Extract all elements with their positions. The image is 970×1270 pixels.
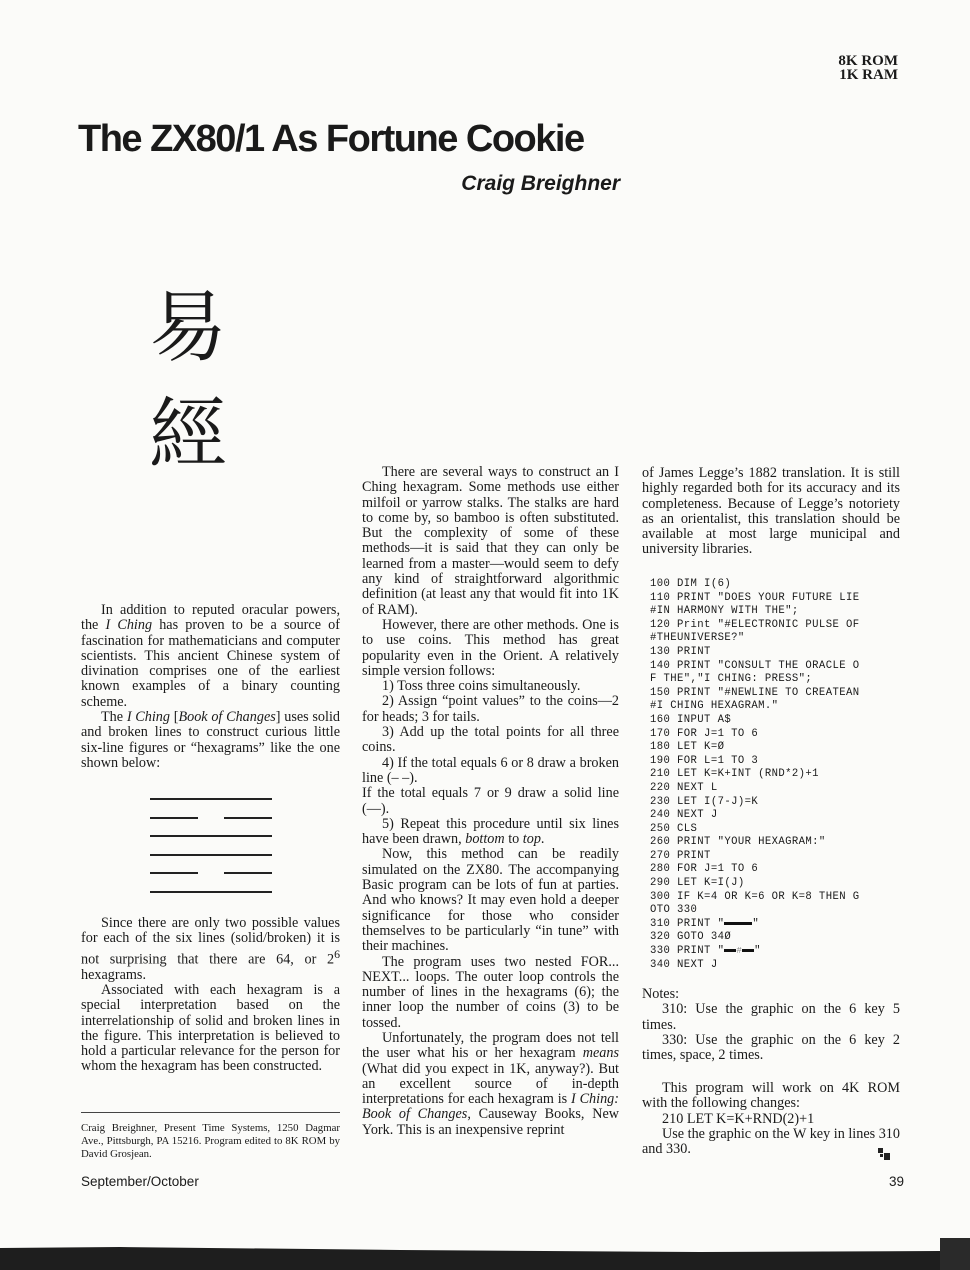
col2-paragraph-8: Now, this method can be readily simulated on the ZX80. The accompanying Basic program can be lots of fun at parties. And who knows? It may even hold a deeper significance for those who consider themselves to be particularly “in tune” with their machines. bbox=[362, 846, 619, 955]
footnote-divider bbox=[81, 1112, 340, 1113]
code-line: 150 PRINT "#NEWLINE TO CREATEAN bbox=[650, 686, 860, 699]
rom-compatibility-note bbox=[642, 1081, 900, 1157]
hexagram-broken-line bbox=[150, 817, 272, 819]
code-line: 320 GOTO 34Ø bbox=[650, 931, 732, 944]
col2-paragraph-10: Unfortunately, the program does not tell the user what his or her hexagram means (What did you expect in 1K, anyway?). But an excellent source of in-depth interpretations for each hexagram is I Ching: Book of Changes, Causeway Books, New York. This is an inexpensive reprint bbox=[362, 1029, 619, 1138]
page-number: 39 bbox=[888, 1174, 904, 1189]
col1-paragraph-a-1: The I Ching [Book of Changes] uses solid and broken lines to construct curious little six-line figures or “hexagrams” like the one shown below: bbox=[81, 709, 340, 771]
col1-paragraph-b-1: Associated with each hexagram is a special interpretation based on the interrelationship of solid and broken lines in the figure. This interpretation is believed to hold a particular relevance for the person for whom the hexagram has been constructed. bbox=[81, 981, 340, 1075]
program-notes bbox=[642, 987, 900, 1063]
code-line: 190 FOR L=1 TO 3 bbox=[650, 754, 759, 767]
code-line: #THEUNIVERSE?" bbox=[650, 632, 745, 645]
col2-paragraph-0: There are several ways to construct an I Ching hexagram. Some methods use either milfoil or yarrow stalks. The stalks are hard to come by, so bamboo is often substituted. But the complexity of some of these methods—it is said that they can only be learned from a master—would seem to defy any kind of straightforward algorithmic definition (at least any that would fit into 1K of RAM). bbox=[362, 464, 619, 618]
notes-heading: Notes: bbox=[642, 986, 680, 1002]
scan-edge-shadow bbox=[0, 1238, 970, 1270]
code-line: 330 PRINT " # " bbox=[650, 945, 761, 958]
legge-translation-paragraph: of James Legge’s 1882 translation. It is still highly regarded both for its accuracy and its completeness. Because of Legge’s notoriety as an orientalist, this translation should be available at most large municipal and university libraries. bbox=[642, 465, 900, 558]
col1-intro bbox=[81, 603, 340, 771]
broken-graphic-glyph bbox=[724, 949, 736, 952]
hexagram-solid-line bbox=[150, 854, 272, 856]
code-line: 210 LET K=K+INT (RND*2)+1 bbox=[650, 768, 819, 781]
code-line: 260 PRINT "YOUR HEXAGRAM:" bbox=[650, 836, 826, 849]
code-line: F THE","I CHING: PRESS"; bbox=[650, 673, 813, 686]
note-line-330: 330: Use the graphic on the 6 key 2 times, space, 2 times. bbox=[642, 1031, 900, 1064]
solid-graphic-glyph bbox=[724, 922, 752, 925]
code-line: #I CHING HEXAGRAM." bbox=[650, 700, 779, 713]
chinese-character-yi: 易 bbox=[148, 283, 227, 373]
col2-paragraph-3: 2) Assign “point values” to the coins—2 for heads; 3 for tails. bbox=[362, 693, 619, 725]
hexagram-figure bbox=[150, 798, 272, 909]
code-line: 180 LET K=Ø bbox=[650, 741, 725, 754]
col1-paragraph-a-0: In addition to reputed oracular powers, the I Ching has proven to be a source of fascination for mathematicians and computer scientists. This ancient Chinese system of divination comprises one of the earliest known examples of a binary counting scheme. bbox=[81, 602, 340, 710]
code-line: 130 PRINT bbox=[650, 645, 711, 658]
code-line: 110 PRINT "DOES YOUR FUTURE LIE bbox=[650, 591, 860, 604]
code-line: 340 NEXT J bbox=[650, 958, 718, 971]
basic-program-listing bbox=[650, 578, 908, 972]
code-line: 290 LET K=I(J) bbox=[650, 877, 745, 890]
code-line: 140 PRINT "CONSULT THE ORACLE O bbox=[650, 659, 860, 672]
col2-paragraph-1: However, there are other methods. One is to use coins. This method has great popularity even in the Orient. A relatively simple version follows: bbox=[362, 616, 619, 679]
rom-note-tail: Use the graphic on the W key in lines 310 and 330. bbox=[642, 1125, 900, 1158]
end-of-article-mark-icon bbox=[878, 1148, 890, 1160]
code-line: 300 IF K=4 OR K=6 OR K=8 THEN G bbox=[650, 890, 860, 903]
col1-paragraph-b-0: Since there are only two possible values for each of the six lines (solid/broken) it is not surprising that there are 64, or $2^6$ hexagrams. bbox=[81, 915, 340, 983]
code-line: #IN HARMONY WITH THE"; bbox=[650, 605, 799, 618]
broken-graphic-glyph bbox=[742, 949, 754, 952]
rom-note-text: This program will work on 4K ROM with the following changes: bbox=[642, 1080, 900, 1112]
badge-line-ram: 1K RAM bbox=[839, 67, 898, 83]
code-line: 120 Print "#ELECTRONIC PULSE OF bbox=[650, 618, 860, 631]
hexagram-broken-line bbox=[150, 872, 272, 874]
rom-note-code: 210 LET K=K+RND(2)+1 bbox=[662, 1110, 815, 1127]
code-line: 240 NEXT J bbox=[650, 809, 718, 822]
col3-intro bbox=[642, 466, 900, 558]
badge-line-rom: 8K ROM bbox=[838, 53, 898, 69]
code-line: 280 FOR J=1 TO 6 bbox=[650, 863, 759, 876]
hexagram-solid-line bbox=[150, 798, 272, 800]
code-line: 230 LET I(7-J)=K bbox=[650, 795, 759, 808]
hexagram-solid-line bbox=[150, 835, 272, 837]
code-line: 100 DIM I(6) bbox=[650, 578, 732, 590]
col2-paragraph-4: 3) Add up the total points for all three coins. bbox=[362, 724, 619, 756]
article-title: The ZX80/1 As Fortune Cookie bbox=[78, 118, 584, 160]
col1-after-hexagram bbox=[81, 916, 340, 1075]
rom-ram-badge bbox=[838, 54, 898, 82]
col2-body bbox=[362, 465, 619, 1138]
code-line: 160 INPUT A$ bbox=[650, 713, 732, 726]
hexagram-solid-line bbox=[150, 891, 272, 893]
chinese-character-jing: 經 bbox=[148, 390, 227, 480]
col2-paragraph-5: 4) If the total equals 6 or 8 draw a broken line (– –). bbox=[362, 754, 619, 786]
col2-paragraph-7: 5) Repeat this procedure until six lines have been drawn, bottom to top. bbox=[362, 815, 619, 848]
col2-paragraph-2: 1) Toss three coins simultaneously. bbox=[382, 678, 581, 695]
note-line-310: 310: Use the graphic on the 6 key 5 times. bbox=[642, 1001, 900, 1033]
code-line: OTO 330 bbox=[650, 904, 698, 917]
col2-paragraph-6: If the total equals 7 or 9 draw a solid line (—). bbox=[362, 785, 619, 817]
code-line: 270 PRINT bbox=[650, 849, 711, 862]
col2-paragraph-9: The program uses two nested FOR... NEXT... loops. The outer loop controls the number of lines in the hexagrams (6); the inner loop the number of coins (3) to be tossed. bbox=[362, 953, 619, 1031]
issue-date: September/October bbox=[81, 1174, 199, 1189]
code-line: 170 FOR J=1 TO 6 bbox=[650, 727, 759, 740]
code-line: 220 NEXT L bbox=[650, 781, 718, 794]
code-line: 250 CLS bbox=[650, 822, 698, 835]
space-marker: # bbox=[736, 946, 743, 957]
article-author: Craig Breighner bbox=[461, 172, 620, 195]
code-line: 310 PRINT " " bbox=[650, 917, 760, 930]
author-footnote: Craig Breighner, Present Time Systems, 1250 Dagmar Ave., Pittsburgh, PA 15216. Program edited to 8K ROM by David Grosjean. bbox=[81, 1122, 340, 1160]
